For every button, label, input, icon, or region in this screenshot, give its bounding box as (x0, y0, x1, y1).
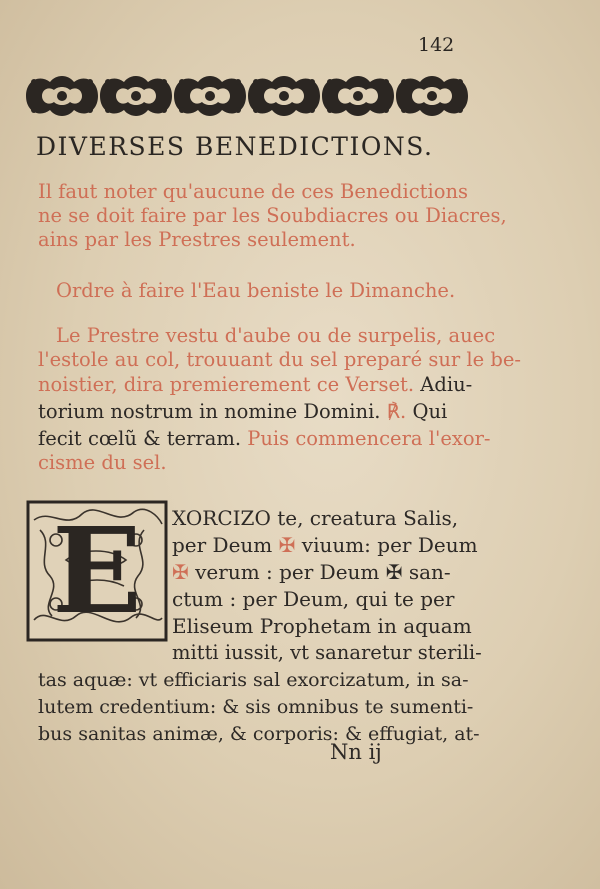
exorcism-line-9: bus sanitas animæ, & corporis: & effugiat, at- (38, 723, 480, 745)
rubric-note-line-1: Il faut noter qu'aucune de ces Benedictions (38, 180, 469, 203)
ornament-band (22, 70, 468, 122)
rubric-note-line-2: ne se doit faire par les Soubdiacres ou Diacres, (38, 204, 507, 227)
exorcism-line-2 (172, 534, 478, 556)
instruction-line-1: Le Prestre vestu d'aube ou de surpelis, auec (56, 324, 496, 347)
exorcism-line-1: XORCIZO te, creatura Salis, (172, 506, 459, 530)
instruction-text: fecit cœlũ & terram. (38, 427, 248, 450)
exorcism-line-8: lutem credentium: & sis omnibus te sumenti- (38, 696, 474, 718)
page-number: 142 (418, 34, 455, 56)
exorcism-line-4: ctum : per Deum, qui te per (172, 587, 455, 611)
cross-symbol: ✠ (172, 560, 189, 584)
instruction-line-3 (38, 374, 472, 396)
instruction-rubric: noistier, dira premierement ce Verset. (38, 373, 415, 396)
instruction-line-2: l'estole au col, trouuant du sel preparé sur le be- (38, 348, 522, 371)
exorcism-text: verum : per Deum ✠ san- (188, 560, 451, 584)
section-title: Ordre à faire l'Eau beniste le Dimanche. (56, 279, 456, 302)
instruction-line-5 (38, 428, 491, 450)
cross-symbol: ✠ (278, 533, 296, 557)
exorcism-line-7: tas aquæ: vt efficiaris sal exorcizatum, in sa- (38, 669, 469, 691)
instruction-text: Adiu- (414, 373, 473, 396)
instruction-line-4 (38, 401, 447, 423)
exorcism-text: per Deum (172, 533, 279, 557)
exorcism-line-5: Eliseum Prophetam in aquam (172, 614, 472, 638)
exorcism-line-6: mitti iussit, vt sanaretur sterili- (172, 641, 482, 664)
exorcism-text: viuum: per Deum (295, 533, 478, 557)
instruction-rubric: Puis commencera l'exor- (247, 427, 491, 450)
instruction-line-6: cisme du sel. (38, 451, 167, 474)
instruction-text: Qui (406, 400, 448, 423)
rubric-note-line-3: ains par les Prestres seulement. (38, 228, 356, 251)
instruction-text: torium nostrum in nomine Domini. (38, 400, 387, 423)
dropcap-letter: E (52, 501, 142, 640)
response-symbol: ℟. (386, 400, 407, 423)
section-heading: DIVERSES BENEDICTIONS. (36, 132, 434, 161)
catchword: Nn ij (330, 740, 382, 764)
decorated-initial (26, 500, 168, 642)
exorcism-line-3 (172, 561, 451, 583)
